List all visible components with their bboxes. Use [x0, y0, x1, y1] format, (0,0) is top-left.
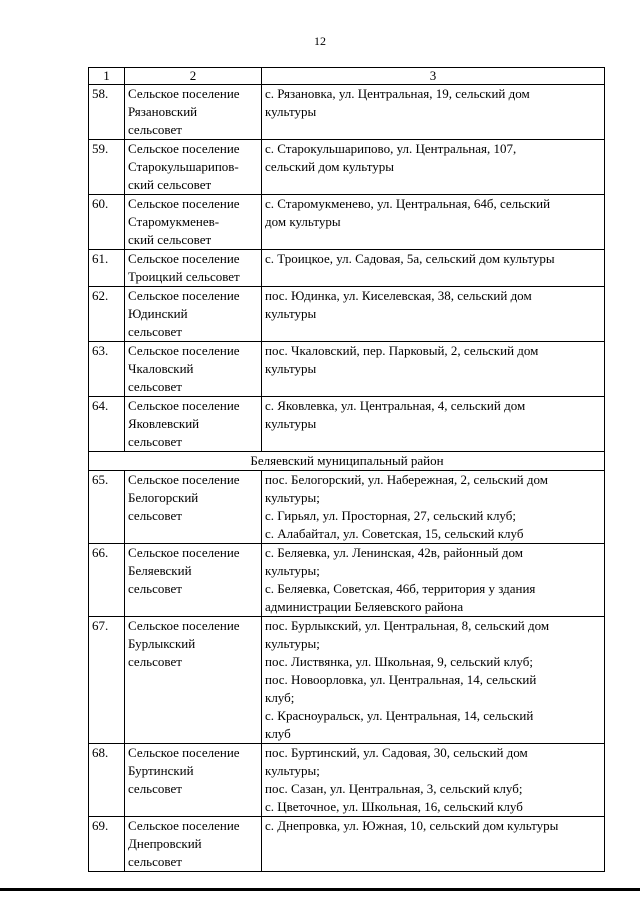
- address-line: пос. Юдинка, ул. Киселевская, 38, сельский дом: [265, 288, 532, 303]
- address-line: с. Рязановка, ул. Центральная, 19, сельский дом: [265, 86, 530, 101]
- table-body: [89, 68, 605, 872]
- table-row: [89, 140, 605, 195]
- row-number: 68.: [89, 744, 125, 817]
- address-cell: [262, 817, 605, 872]
- settlement-name-cell: [125, 817, 262, 872]
- row-number: 67.: [89, 617, 125, 744]
- address-line: с. Днепровка, ул. Южная, 10, сельский дом культуры: [265, 818, 559, 833]
- settlement-name-line: Белогорский: [128, 490, 199, 505]
- address-cell: [262, 195, 605, 250]
- header-col-3: 3: [262, 68, 605, 85]
- settlement-name-line: сельсовет: [128, 324, 182, 339]
- settlement-name-line: Сельское поселение: [128, 745, 240, 760]
- row-number: 62.: [89, 287, 125, 342]
- address-line: пос. Чкаловский, пер. Парковый, 2, сельский дом: [265, 343, 539, 358]
- address-cell: [262, 85, 605, 140]
- address-line: с. Старомукменево, ул. Центральная, 64б, сельский: [265, 196, 551, 211]
- settlement-name-cell: [125, 744, 262, 817]
- settlement-name-cell: [125, 250, 262, 287]
- header-row: [89, 68, 605, 85]
- address-line: пос. Новоорловка, ул. Центральная, 14, сельский: [265, 672, 537, 687]
- row-number: 69.: [89, 817, 125, 872]
- settlement-name-line: ский сельсовет: [128, 177, 212, 192]
- settlement-name-line: сельсовет: [128, 654, 182, 669]
- address-line: пос. Сазан, ул. Центральная, 3, сельский клуб;: [265, 781, 523, 796]
- address-line: клуб: [265, 726, 291, 741]
- address-line: культуры: [265, 104, 317, 119]
- settlement-name-cell: [125, 544, 262, 617]
- settlement-name-line: Бурлыкский: [128, 636, 196, 651]
- settlement-name-cell: [125, 140, 262, 195]
- settlement-name-line: Сельское поселение: [128, 288, 240, 303]
- address-cell: [262, 287, 605, 342]
- settlement-name-line: Днепровский: [128, 836, 202, 851]
- address-line: культуры;: [265, 763, 320, 778]
- table-row: [89, 544, 605, 617]
- address-line: пос. Листвянка, ул. Школьная, 9, сельский клуб;: [265, 654, 533, 669]
- settlement-name-cell: [125, 287, 262, 342]
- address-line: с. Беляевка, ул. Ленинская, 42в, районный дом: [265, 545, 524, 560]
- address-cell: [262, 140, 605, 195]
- bottom-rule: [0, 888, 640, 891]
- settlement-name-line: Сельское поселение: [128, 545, 240, 560]
- header-col-2: 2: [125, 68, 262, 85]
- address-cell: [262, 342, 605, 397]
- row-number: 63.: [89, 342, 125, 397]
- page-number: 12: [314, 34, 326, 48]
- settlement-name-line: Старокульшарипов-: [128, 159, 239, 174]
- settlement-name-line: Сельское поселение: [128, 196, 240, 211]
- address-line: с. Алабайтал, ул. Советская, 15, сельский клуб: [265, 526, 524, 541]
- address-line: культуры: [265, 416, 317, 431]
- settlement-name-line: Сельское поселение: [128, 818, 240, 833]
- address-line: администрации Беляевского района: [265, 599, 464, 614]
- address-cell: [262, 397, 605, 452]
- settlement-name-line: Беляевский: [128, 563, 192, 578]
- row-number: 60.: [89, 195, 125, 250]
- settlement-name-cell: [125, 85, 262, 140]
- address-line: пос. Бурлыкский, ул. Центральная, 8, сельский дом: [265, 618, 550, 633]
- settlement-name-cell: [125, 471, 262, 544]
- settlement-name-line: сельсовет: [128, 781, 182, 796]
- settlement-name-line: Буртинский: [128, 763, 194, 778]
- table-row: [89, 397, 605, 452]
- settlement-name-cell: [125, 195, 262, 250]
- address-line: с. Троицкое, ул. Садовая, 5а, сельский дом культуры: [265, 251, 555, 266]
- row-number: 61.: [89, 250, 125, 287]
- address-line: сельский дом культуры: [265, 159, 394, 174]
- settlement-name-line: Чкаловский: [128, 361, 194, 376]
- settlement-name-line: Сельское поселение: [128, 141, 240, 156]
- settlement-name-line: сельсовет: [128, 508, 182, 523]
- address-line: с. Цветочное, ул. Школьная, 16, сельский клуб: [265, 799, 523, 814]
- section-row: [89, 452, 605, 471]
- settlement-name-cell: [125, 397, 262, 452]
- address-cell: [262, 544, 605, 617]
- row-number: 59.: [89, 140, 125, 195]
- table-row: [89, 617, 605, 744]
- row-number: 66.: [89, 544, 125, 617]
- table-row: [89, 342, 605, 397]
- address-line: культуры: [265, 361, 317, 376]
- table-row: [89, 195, 605, 250]
- settlement-name-line: сельсовет: [128, 854, 182, 869]
- settlement-name-line: Сельское поселение: [128, 86, 240, 101]
- address-line: культуры;: [265, 563, 320, 578]
- address-line: с. Гирьял, ул. Просторная, 27, сельский клуб;: [265, 508, 516, 523]
- address-line: пос. Белогорский, ул. Набережная, 2, сельский дом: [265, 472, 548, 487]
- address-line: дом культуры: [265, 214, 341, 229]
- address-cell: [262, 250, 605, 287]
- settlement-name-cell: [125, 617, 262, 744]
- settlement-name-line: Сельское поселение: [128, 251, 240, 266]
- settlement-name-line: Яковлевский: [128, 416, 200, 431]
- table-row: [89, 744, 605, 817]
- settlement-name-line: сельсовет: [128, 379, 182, 394]
- address-line: с. Беляевка, Советская, 46б, территория у здания: [265, 581, 536, 596]
- address-line: культуры;: [265, 636, 320, 651]
- address-cell: [262, 744, 605, 817]
- row-number: 58.: [89, 85, 125, 140]
- settlement-name-line: Юдинский: [128, 306, 188, 321]
- settlement-name-line: сельсовет: [128, 122, 182, 137]
- address-cell: [262, 617, 605, 744]
- settlement-name-line: Сельское поселение: [128, 472, 240, 487]
- address-cell: [262, 471, 605, 544]
- settlement-name-line: Рязановский: [128, 104, 198, 119]
- row-number: 64.: [89, 397, 125, 452]
- row-number: 65.: [89, 471, 125, 544]
- address-line: с. Красноуральск, ул. Центральная, 14, сельский: [265, 708, 534, 723]
- table-row: [89, 250, 605, 287]
- settlement-name-line: Троицкий сельсовет: [128, 269, 240, 284]
- address-line: культуры;: [265, 490, 320, 505]
- facilities-table: [88, 67, 605, 872]
- settlement-name-cell: [125, 342, 262, 397]
- settlement-name-line: Старомукменев-: [128, 214, 220, 229]
- settlement-name-line: Сельское поселение: [128, 398, 240, 413]
- address-line: клуб;: [265, 690, 295, 705]
- header-col-1: 1: [89, 68, 125, 85]
- table-row: [89, 817, 605, 872]
- table-row: [89, 85, 605, 140]
- settlement-name-line: сельсовет: [128, 434, 182, 449]
- settlement-name-line: сельсовет: [128, 581, 182, 596]
- section-title: Беляевский муниципальный район: [89, 452, 605, 471]
- settlement-name-line: Сельское поселение: [128, 618, 240, 633]
- settlement-name-line: ский сельсовет: [128, 232, 212, 247]
- address-line: культуры: [265, 306, 317, 321]
- settlement-name-line: Сельское поселение: [128, 343, 240, 358]
- table-row: [89, 287, 605, 342]
- address-line: с. Старокульшарипово, ул. Центральная, 107,: [265, 141, 517, 156]
- address-line: пос. Буртинский, ул. Садовая, 30, сельский дом: [265, 745, 528, 760]
- table-row: [89, 471, 605, 544]
- address-line: с. Яковлевка, ул. Центральная, 4, сельский дом: [265, 398, 526, 413]
